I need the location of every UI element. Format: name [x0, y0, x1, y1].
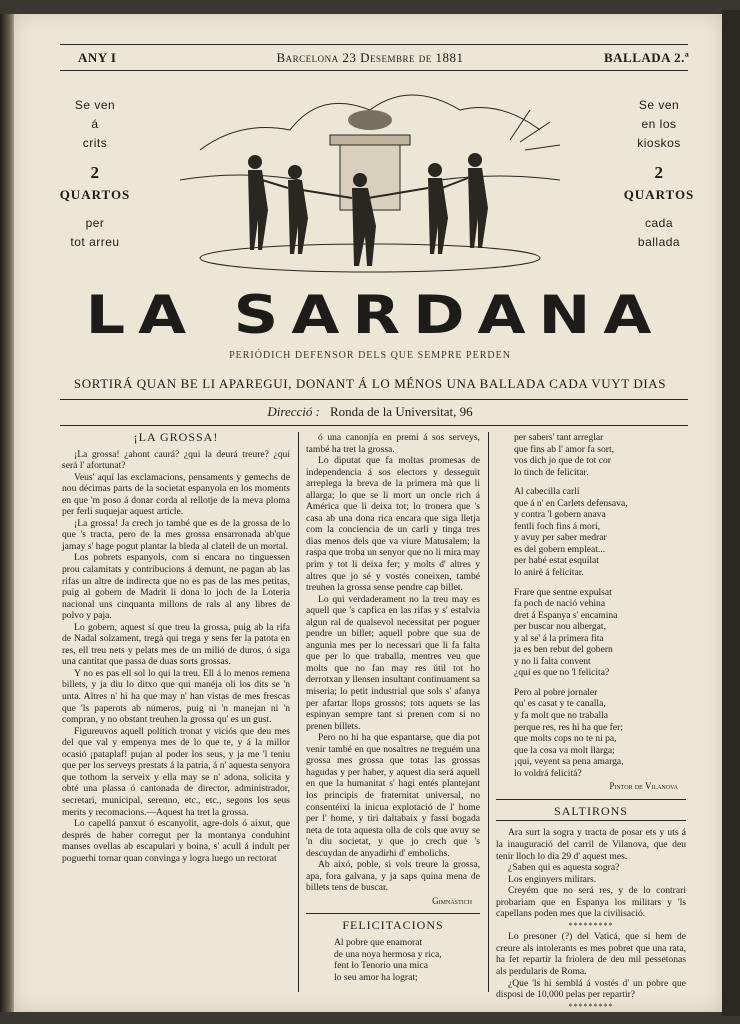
issue-number: BALLADA 2.ª — [604, 50, 690, 65]
page-edge — [722, 10, 740, 1016]
verse-line: Pero al pobre jornaler — [514, 686, 598, 698]
poem-signature: Pintor de Vilanova — [609, 781, 678, 792]
paragraph: Lo capellá panxut ó escanyolit, agre-dols ó aixut, que després de haber corregut per la montanya conduhint manses ovellas ab escapulari y boina, s' acull á indult per poguerhi tornar quan convinga y logra luego un rectorat — [62, 818, 290, 864]
verse-line: vos dich jo que de tot cor — [514, 455, 611, 467]
address-line — [0, 404, 740, 420]
paragraph: Creyém que no será res, y de lo contrari probariam que en Espanya los militars y 'ls capellans poden mes que la civilisació. — [496, 885, 686, 920]
paragraph: Lo diputat que fa moltas promesas de independencia á sos electors y desseguit arreplega la breva de la primera mà que li allarga; lo que se li mort un oncle rich á América que li deixa tot; lo tronera que 's casa ab una dona rica encara que siga lletja com la conciencia de un carlí y tinga tres dias menos dels que va viure Matusalem; la raspa que troba un senyor que no li mira may prim y tot li deixa fer; y molts d' altres y altres que jo sé y vostés coneixen, també treuhen la grossa sense pendre cap billet. — [306, 455, 480, 594]
article-title: ¡LA GROSSA! — [133, 430, 219, 444]
price-right-line4: cada — [644, 216, 674, 230]
paragraph: ¿Que 'ls hi semblá á vostés d' un pobre que disposi de 10,000 pelas per repartir? — [496, 977, 686, 1001]
slogan-rule — [60, 399, 688, 400]
verse-line: y al se' á la primera fita — [514, 632, 604, 644]
dancing-circle-illustration — [180, 80, 560, 280]
article-signature: Gimnástich — [432, 895, 472, 906]
verse-line: Al pobre que enamorat — [334, 936, 423, 948]
separator-stars: ********* — [568, 1001, 614, 1011]
verse-line: que molts cops no te ni pa, — [514, 733, 617, 745]
verse-line: fa poch de nació vehina — [514, 598, 606, 610]
address-rule — [60, 425, 688, 426]
verse-line: y avuy per saber medrar — [514, 532, 607, 544]
paragraph: Los pobrets espanyols, com si encara no tinguessen prou calamitats y contribucions á demunt, ne pagan ab las rifas un altre de indirecta que no es pas de las mes petitas, puig al gobern de Madrit li dona lo joch de la Loteria nacional uns cinquanta millons de rals al any libres de polvo y paja. — [62, 552, 290, 622]
verse-line: Frare que sentne expulsat — [514, 586, 612, 598]
header-rule — [60, 70, 688, 71]
paragraph: Lo presoner (?) del Vaticá, que si hem de creure als intolerants es mes pobret que una rata, ha fet repartir la friolera de deu mil pessetonas als perdularis de Roma. — [496, 931, 686, 977]
verse-line: per sabers' tant arreglar — [514, 432, 604, 443]
verse-line: es del gobern empleat... — [514, 543, 606, 555]
section-rule — [306, 913, 480, 914]
verse-line: ¡qui, veyent sa pena amarga, — [514, 756, 624, 768]
paragraph: ¡La grossa! Ja crech jo també que es de la grossa de lo que 's tracta, pero de la mes grossa ensarronada ab'que jamay s' hage pogut plantar la bleda al clatell de un mortal. — [62, 517, 290, 552]
paragraph: Ara surt la sogra y tracta de posar ets y uts á la inauguració del carril de Vilanova, que deu tenir lloch lo dia 29 d' aquest mes. — [496, 827, 686, 862]
price-right-number: 2 — [654, 163, 664, 182]
price-right-quartos: QUARTOS — [623, 187, 695, 202]
verse-line: perque res, res hi ha que fer; — [514, 721, 623, 733]
masthead-title: LA SARDANA — [85, 283, 665, 346]
address-value: Ronda de la Universitat, 96 — [329, 404, 473, 419]
paragraph: Figureuvos aquell polítich tronat y viciós que deu mes del que val y empenya mes de lo que te, y á la millor ocasió ¡pataplaf! pujan al poder los seus, y ja me 'l teniu que per los serveys prestats á la patria, á n' aquesta senyora que tothom la serveix y ella may se n' adona, solicita y obté una plassa ó cantonada de director, administrador, secretari, municipal, serenno, etc., etc., segons los seus merits y recomacions.—Aquest ha tret la grossa. — [62, 725, 290, 818]
slogan: SORTIRÁ QUAN BE LI APAREGUI, DONANT Á LO MÉNOS UNA BALLADA CADA VUYT DIAS — [73, 376, 667, 391]
price-right-line5: ballada — [637, 235, 681, 249]
verse-line: Al cabecilla carlí — [514, 486, 580, 498]
verse-line: qu' es casat y te canalla, — [514, 698, 606, 710]
verse-line: y no li falta convent — [514, 655, 591, 667]
paragraph: Los enginyers militars. — [508, 873, 597, 885]
verse-line: y fa molt que no traballa — [514, 710, 609, 722]
dateline: Barcelona 23 Desembre de 1881 — [276, 50, 464, 65]
verse-line: que fins ab l' amor fa sort, — [514, 443, 615, 455]
column-3 — [496, 432, 686, 1012]
price-left-line3: crits — [82, 136, 108, 150]
verse-line: fent lo Tenorio una mica — [334, 960, 428, 972]
verse-line: lo tinch de felicitar. — [514, 466, 589, 478]
issue-year: ANY I — [78, 50, 117, 65]
price-left-line2: á — [91, 117, 99, 131]
verse-line: que la cosa va molt llarga; — [514, 744, 615, 756]
price-left-line4: per — [85, 216, 105, 230]
verse-line: fentli foch fins á morí, — [514, 520, 601, 532]
verse-line: per habé estat esquilat — [514, 555, 599, 567]
paragraph: ¡La grossa! ¿ahont caurá? ¿qui la deurá treure? ¿qui será l' afortunat? — [62, 448, 290, 472]
section-title: FELICITACIONS — [342, 918, 444, 933]
verse-line: de una noya hermosa y rica, — [334, 948, 442, 960]
paragraph: Pero no hi ha que espantarse, que dia pot venir també en que nosaltres ne treguém una grossa mes grossa que totas las grossas hagudas y per haber, y aquest dia será aquell en que la humanitat s' hagi entés plantejant los principis de fraternitat universal, no consentéixi la inicua explotació de l' home per l' home, y tiri daltabaix y fassi bogada neta de tota aquesta olla de cols que avuy se 'n diu societat, y que jo crech que 's descuydan de anyadirhi d' embolichs. — [306, 732, 480, 859]
price-right-line1: Se ven — [638, 98, 680, 112]
section-rule — [496, 799, 686, 800]
paragraph: Y no es pas ell sol lo qui la treu. Ell á lo menos remena billets, y ja diu lo ditxo que qui manéja oli los dits se 'n unta. Altres n' hi ha que may n' han vistas de mes frescas que 'ls paperots ab números, puig ni 'n manejan ni 'n compran, y no obstant treuhen la grossa qu' es un gust. — [62, 667, 290, 726]
verse-line: dret á Espanya s' encamina — [514, 609, 618, 621]
top-rule — [60, 44, 688, 45]
price-right-line2: en los — [641, 117, 677, 131]
price-left-line5: tot arreu — [70, 235, 120, 249]
paragraph: Ab aixó, poble, si vols treure la grossa, apa, fora galvana, y ja saps quina mena de billets tens de buscar. — [306, 859, 480, 894]
column-2 — [306, 432, 480, 983]
separator-stars: ********* — [568, 920, 614, 930]
column-1 — [62, 432, 290, 864]
verse-line: que á n' en Carlets defensava, — [514, 497, 628, 509]
verse-line: ja es ben rebut del gobern — [514, 644, 613, 656]
paragraph: Veus' aquí las exclamacions, pensaments y gemechs de nou décimas parts de la societat espanyola en los moments en que 'm poso á donar corda al rellotje de la meva ploma per ferli suquejar aquest article. — [62, 471, 290, 518]
price-left-quartos: QUARTOS — [59, 187, 131, 202]
paragraph: ó una canonjía en premi á sos serveys, també ha tret la grossa. — [306, 432, 480, 455]
book-spine — [0, 14, 14, 1012]
price-right-line3: kioskos — [637, 136, 681, 150]
price-box-left — [40, 96, 150, 252]
verse-line: lo voldrá felicitá? — [514, 767, 582, 779]
price-left-number: 2 — [90, 163, 100, 182]
verse-line: per buscar nou albergat, — [514, 621, 606, 633]
column-divider-2 — [488, 432, 489, 992]
verse-line: lo seu amor ha lograt; — [334, 971, 418, 983]
price-left-line1: Se ven — [74, 98, 116, 112]
verse-line: y contra 'l gobern anava — [514, 509, 606, 521]
paragraph: ¿Saben qui es aquesta sogra? — [508, 862, 620, 874]
paragraph: Lo qui verdaderament no la treu may es aquell que 's capfica en las rifas y s' estalvia algun ral de qualsevol necessitat per poguer pendre un billet; aquell pobre que sua de angunia mes per lo necessari que li fa falta que per lo que traballa, mentres veu que molts que no fan may res útil tot ho derrotxan y llensen insultant continuament sa miseria; lo petit industrial que sols s' afanya per afartar llops grossos; tots aquets se las espinyan sempre tant si prenen com si no prenen billets. — [306, 593, 480, 732]
paragraph: Lo gobern, aquest sí que treu la grossa, puig ab la rifa de Nadal solzament, tregà qui trega y sens fer la patota en res, ell treu nets y pelats mes de un milió de duros, ó siga una cantitat que passa de duas sorts grossas. — [62, 621, 290, 668]
price-box-right — [604, 96, 714, 252]
column-divider-1 — [298, 432, 299, 992]
subtitle: PERIÓDICH DEFENSOR DELS QUE SEMPRE PERDEN — [229, 350, 511, 361]
address-label: Direcció : — [267, 404, 320, 419]
verse-line: lo anirè á felicitar. — [514, 567, 584, 579]
verse-line: ¿qui es que no 'l felicita? — [514, 667, 610, 679]
section-rule — [496, 820, 686, 821]
section-title: SALTIRONS — [554, 803, 628, 818]
